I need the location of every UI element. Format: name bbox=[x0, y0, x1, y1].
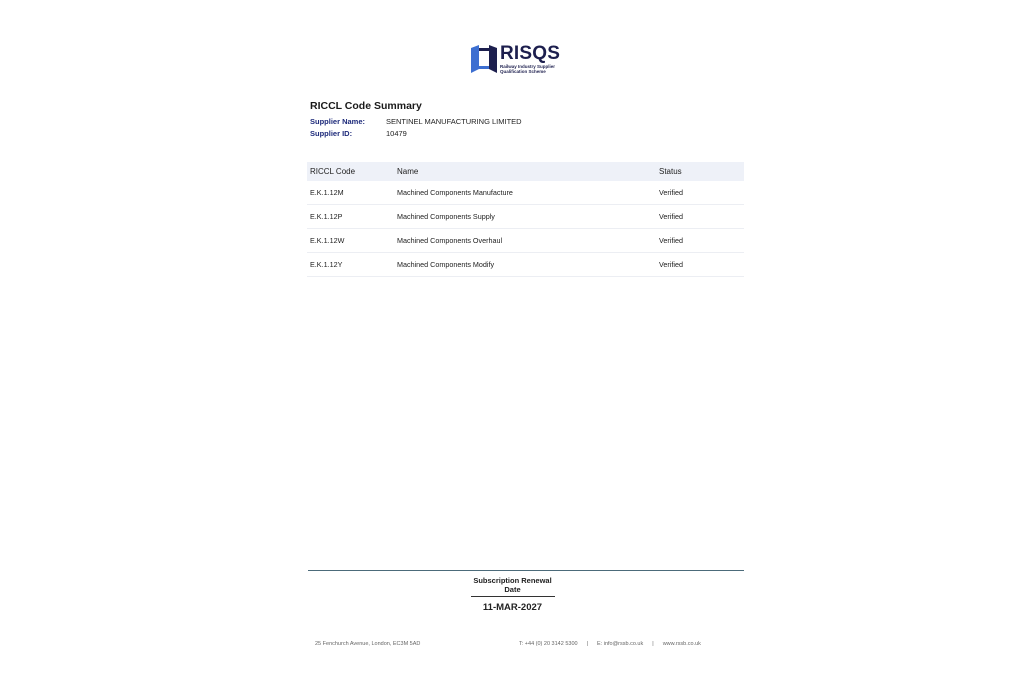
table-row bbox=[307, 229, 744, 253]
risqs-logo-icon bbox=[471, 45, 497, 73]
supplier-name-row bbox=[310, 117, 522, 126]
footer-phone: T: +44 (0) 20 3142 5300 bbox=[519, 641, 578, 647]
logo-tagline-1: Railway Industry Supplier bbox=[500, 64, 556, 69]
name-cell: Machined Components Supply bbox=[397, 212, 495, 221]
name-cell: Machined Components Modify bbox=[397, 260, 495, 269]
supplier-id-label: Supplier ID: bbox=[310, 129, 353, 138]
page-title: RICCL Code Summary bbox=[310, 100, 422, 112]
status-cell: Verified bbox=[659, 260, 683, 269]
column-header-code: RICCL Code bbox=[310, 167, 356, 176]
code-cell: E.K.1.12P bbox=[310, 212, 343, 221]
code-cell: E.K.1.12M bbox=[310, 188, 344, 197]
risqs-logo bbox=[471, 45, 560, 74]
status-cell: Verified bbox=[659, 236, 683, 245]
footer-separator: | bbox=[652, 641, 654, 647]
table-row bbox=[307, 205, 744, 229]
footer-divider bbox=[308, 570, 744, 571]
supplier-name-label: Supplier Name: bbox=[310, 117, 366, 126]
logo-wordmark: RISQS bbox=[500, 43, 561, 64]
footer-website[interactable]: www.rssb.co.uk bbox=[662, 641, 701, 647]
code-cell: E.K.1.12W bbox=[310, 236, 345, 245]
riccl-code-table bbox=[307, 162, 744, 277]
logo-tagline-2: Qualification Scheme bbox=[500, 69, 546, 74]
renewal-underline bbox=[471, 596, 555, 597]
column-header-status: Status bbox=[659, 167, 682, 176]
status-cell: Verified bbox=[659, 188, 683, 197]
footer-contact bbox=[519, 641, 701, 647]
table-header-row bbox=[307, 162, 744, 181]
renewal-label-line1: Subscription Renewal bbox=[473, 576, 552, 585]
table-row bbox=[307, 181, 744, 205]
renewal-date: 11-MAR-2027 bbox=[482, 602, 543, 613]
column-header-name: Name bbox=[397, 167, 419, 176]
status-cell: Verified bbox=[659, 212, 683, 221]
name-cell: Machined Components Overhaul bbox=[397, 236, 503, 245]
code-cell: E.K.1.12Y bbox=[310, 260, 343, 269]
footer-separator: | bbox=[586, 641, 588, 647]
name-cell: Machined Components Manufacture bbox=[397, 188, 513, 197]
footer-address: 25 Fenchurch Avenue, London, EC3M 5AD bbox=[315, 641, 421, 647]
supplier-id-value: 10479 bbox=[386, 129, 407, 138]
renewal-label-line2: Date bbox=[504, 585, 521, 594]
table-row bbox=[307, 253, 744, 277]
supplier-name-value: SENTINEL MANUFACTURING LIMITED bbox=[386, 117, 522, 126]
renewal-label bbox=[470, 576, 555, 594]
supplier-id-row bbox=[310, 129, 407, 138]
footer-email[interactable]: E: info@rssb.co.uk bbox=[597, 641, 644, 647]
